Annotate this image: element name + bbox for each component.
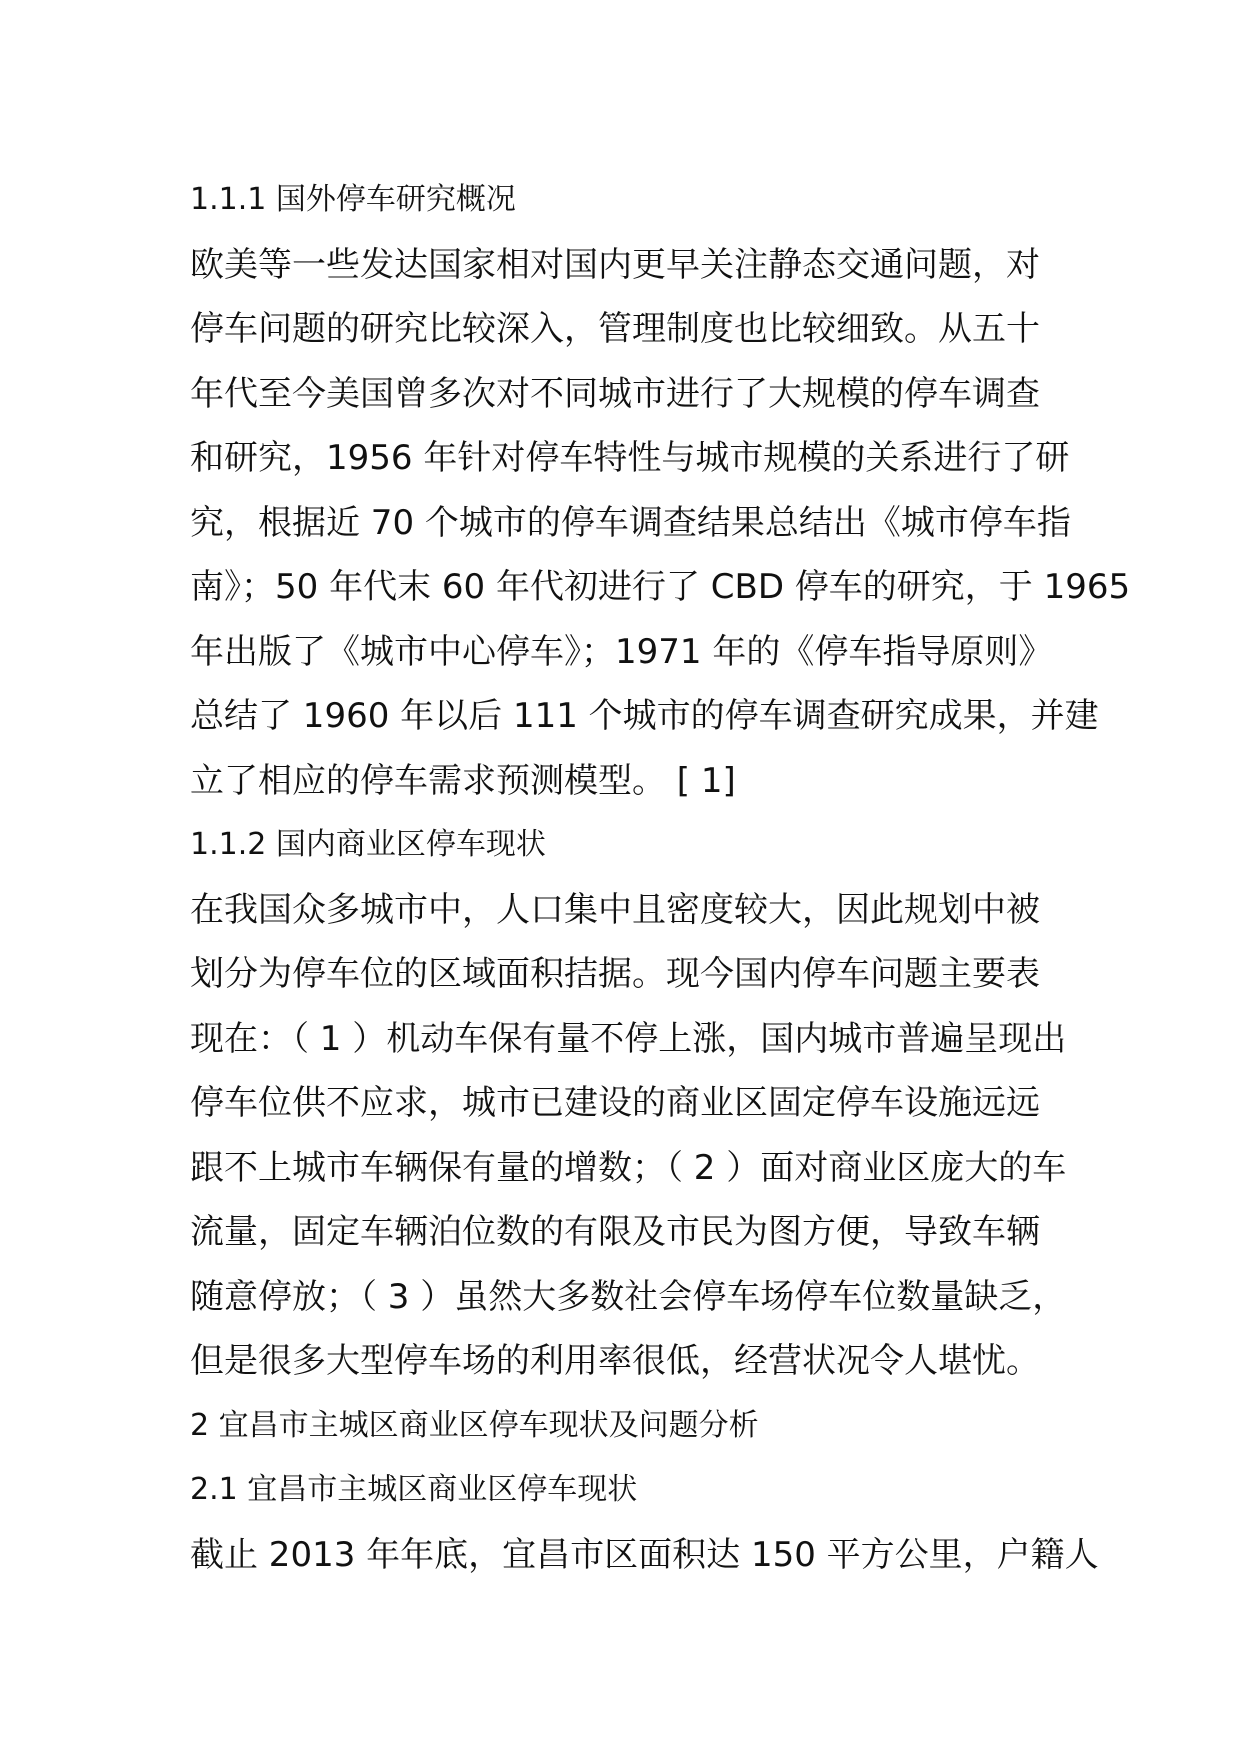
paragraph-line: 年出版了《城市中心停车》；1971 年的《停车指导原则》 (190, 631, 1053, 672)
paragraph-line: 停车位供不应求，城市已建设的商业区固定停车设施远远 (190, 1083, 1040, 1123)
paragraph-line: 跟不上城市车辆保有量的增数；（ 2 ）面对商业区庞大的车 (190, 1147, 1067, 1188)
paragraph-line: 究，根据近 70 个城市的停车调查结果总结出《城市停车指 (190, 502, 1071, 543)
paragraph-line: 欧美等一些发达国家相对国内更早关注静态交通问题，对 (190, 244, 1040, 285)
paragraph-line: 南》；50 年代末 60 年代初进行了 CBD 停车的研究，于 1965 (190, 567, 1131, 607)
section-heading-2: 2 宜昌市主城区商业区停车现状及问题分析 (190, 1407, 759, 1443)
paragraph-line: 但是很多大型停车场的利用率很低，经营状况令人堪忧。 (190, 1341, 1040, 1381)
paragraph-line: 总结了 1960 年以后 111 个城市的停车调查研究成果，并建 (190, 696, 1099, 736)
paragraph-line: 停车问题的研究比较深入，管理制度也比较细致。从五十 (190, 309, 1040, 349)
document-body (190, 168, 1131, 1587)
section-heading-1-1-2: 1.1.2 国内商业区停车现状 (190, 827, 546, 862)
paragraph-line: 和研究，1956 年针对停车特性与城市规模的关系进行了研 (190, 438, 1070, 478)
section-heading-2-1: 2.1 宜昌市主城区商业区停车现状 (190, 1472, 638, 1507)
paragraph-line: 截止 2013 年年底，宜昌市区面积达 150 平方公里，户籍人 (190, 1534, 1099, 1575)
paragraph-line: 流量，固定车辆泊位数的有限及市民为图方便，导致车辆 (190, 1212, 1040, 1252)
paragraph-line: 划分为停车位的区域面积拮据。现今国内停车问题主要表 (190, 954, 1040, 994)
paragraph-line: 年代至今美国曾多次对不同城市进行了大规模的停车调查 (190, 373, 1040, 414)
paragraph-line: 现在：（ 1 ）机动车保有量不停上涨，国内城市普遍呈现出 (190, 1018, 1067, 1059)
paragraph-line: 立了相应的停车需求预测模型。 [ 1] (190, 760, 736, 801)
paragraph-line: 在我国众多城市中，人口集中且密度较大，因此规划中被 (190, 889, 1040, 930)
section-heading-1-1-1: 1.1.1 国外停车研究概况 (190, 182, 516, 217)
paragraph-line: 随意停放；（ 3 ）虽然大多数社会停车场停车位数量缺乏， (190, 1276, 1067, 1317)
